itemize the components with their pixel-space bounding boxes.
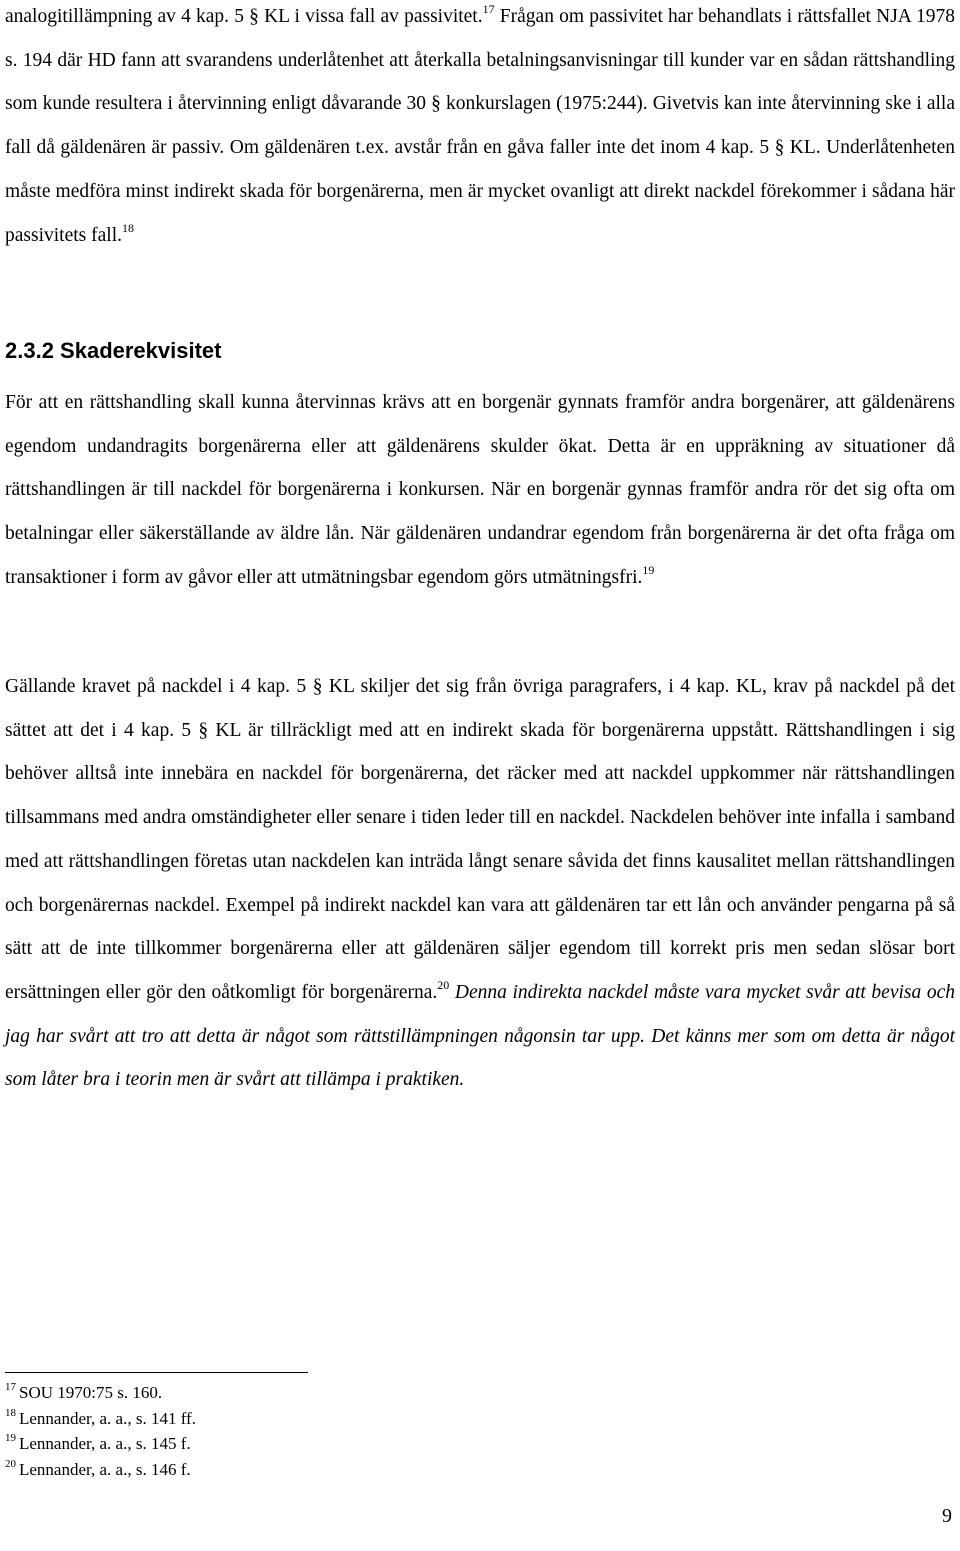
footnote-text: Lennander, a. a., s. 141 ff.: [19, 1408, 196, 1428]
paragraph-text: analogitillämpning av 4 kap. 5 § KL i vissa fall av passivitet.: [5, 6, 483, 27]
footnote-ref-17[interactable]: 17: [482, 2, 495, 16]
italic-comment: Denna indirekta nackdel måste vara mycket svår att bevisa och jag har svårt att tro att detta är något som rättstillämpningen någonsin tar upp. Det känns mer som om detta är något som låter bra i teorin men är svårt att tillämpa i praktiken.: [5, 981, 955, 1091]
footnotes: [5, 1380, 196, 1482]
paragraph-skaderekvisitet: [5, 381, 955, 600]
footnote-text: Lennander, a. a., s. 146 f.: [19, 1459, 191, 1479]
footnote-number: 20: [5, 1457, 16, 1470]
footnote-ref-20[interactable]: 20: [437, 977, 450, 992]
footnote-18: [5, 1406, 196, 1432]
section-heading: 2.3.2 Skaderekvisitet: [5, 338, 222, 363]
paragraph-passivity: [5, 0, 955, 257]
paragraph-text: Frågan om passivitet har behandlats i rättsfallet NJA 1978 s. 194 där HD fann att svarandens underlåtenhet att återkalla betalningsanvisningar till kunder var en sådan rättshandling som kunde resultera i återvinning enligt dåvarande 30 § konkurslagen (1975:244). Givetvis kan inte återvinning ske i alla fall då gäldenären är passiv. Om gäldenären t.ex. avstår från en gåva faller inte det inom 4 kap. 5 § KL. Underlåtenheten måste medföra minst indirekt skada för borgenärerna, men är mycket ovanligt att direkt nackdel förekommer i sådana här passivitets fall.: [5, 6, 955, 246]
footnote-number: 19: [5, 1432, 16, 1444]
footnote-17: [5, 1380, 196, 1406]
footnote-20: [5, 1457, 196, 1483]
footnote-ref-19[interactable]: 19: [642, 562, 655, 577]
footnote-number: 17: [5, 1381, 16, 1393]
footnote-number: 18: [5, 1406, 16, 1419]
footnote-separator: [5, 1372, 308, 1373]
page-number: 9: [942, 1505, 952, 1527]
footnote-text: SOU 1970:75 s. 160.: [19, 1383, 163, 1402]
paragraph-nackdel: [5, 665, 955, 1102]
paragraph-text: För att en rättshandling skall kunna återvinnas krävs att en borgenär gynnats framför andra borgenärer, att gäldenärens egendom undandragits borgenärerna eller att gäldenärens skulder ökat. Detta är en uppräkning av situationer då rättshandlingen är till nackdel för borgenärerna i konkursen. När en borgenär gynnas framför andra rör det sig ofta om betalningar eller säkerställande av äldre lån. När gäldenären undandrar egendom från borgenärerna är det ofta fråga om transaktioner i form av gåvor eller att utmätningsbar egendom görs utmätningsfri.: [5, 392, 955, 588]
paragraph-text: Gällande kravet på nackdel i 4 kap. 5 § KL skiljer det sig från övriga paragrafers, i 4 kap. KL, krav på nackdel på det sättet att det i 4 kap. 5 § KL är tillräckligt med att en indirekt skada för borgenärerna uppstått. Rättshandlingen i sig behöver alltså inte innebära en nackdel för borgenärerna, det räcker med att nackdel uppkommer när rättshandlingen tillsammans med andra omständigheter eller senare i tiden leder till en nackdel. Nackdelen behöver inte infalla i samband med att rättshandlingen företas utan nackdelen kan inträda långt senare såvida det finns kausalitet mellan rättshandlingen och borgenärernas nackdel. Exempel på indirekt nackdel kan vara att gäldenären tar ett lån och använder pengarna på så sätt att de inte tillkommer borgenärerna eller att gäldenären säljer egendom till korrekt pris men sedan slösar bort ersättningen eller gör den oåtkomligt för borgenärerna.: [5, 676, 955, 1003]
footnote-19: [5, 1431, 196, 1457]
footnote-ref-18[interactable]: 18: [121, 220, 134, 235]
footnote-text: Lennander, a. a., s. 145 f.: [19, 1434, 191, 1453]
